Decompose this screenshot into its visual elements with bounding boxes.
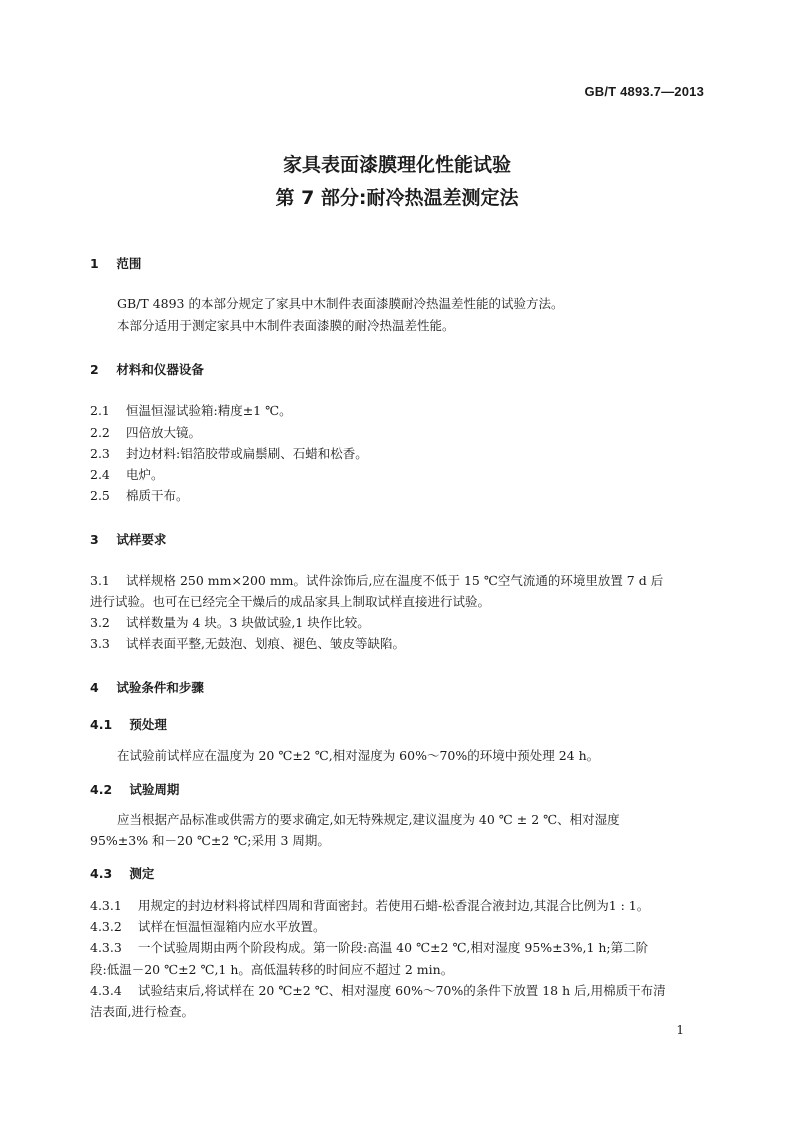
section-2-heading (90, 360, 204, 378)
list-item (90, 981, 704, 999)
list-item (90, 571, 704, 589)
item-number: 4.3.3 (90, 940, 122, 955)
item-number: 2.3 (90, 446, 110, 461)
paragraph: 本部分适用于测定家具中木制件表面漆膜的耐冷热温差性能。 (117, 318, 455, 333)
item-text: 试样数量为 4 块。3 块做试验,1 块作比较。 (126, 615, 370, 630)
paragraph: GB/T 4893 的本部分规定了家具中木制件表面漆膜耐冷热温差性能的试验方法。 (117, 296, 564, 311)
list-item (90, 634, 704, 652)
item-text: 恒温恒湿试验箱:精度±1 ℃。 (126, 403, 292, 418)
item-text: 用规定的封边材料将试样四周和背面密封。若使用石蜡-松香混合液封边,其混合比例为1 : 1。 (138, 898, 650, 913)
section-number: 4 (90, 680, 99, 695)
list-item (90, 465, 704, 483)
item-text: 一个试验周期由两个阶段构成。第一阶段:高温 40 ℃±2 ℃,相对湿度 95%±3%,1 h;第二阶 (138, 940, 649, 955)
list-item (90, 613, 704, 631)
item-number: 4.3.4 (90, 983, 122, 998)
item-number: 2.4 (90, 467, 110, 482)
list-item (90, 444, 704, 462)
list-item (90, 896, 704, 914)
standard-code: GB/T 4893.7—2013 (584, 84, 704, 99)
paragraph-continuation: 95%±3% 和－20 ℃±2 ℃;采用 3 周期。 (90, 833, 330, 848)
document-title: 家具表面漆膜理化性能试验 (282, 154, 511, 176)
item-text: 试样在恒温恒湿箱内应水平放置。 (138, 919, 326, 934)
subsection-title: 试验周期 (129, 782, 180, 797)
item-text: 棉质干布。 (126, 488, 189, 503)
subsection-4-2-heading (90, 780, 179, 798)
item-text: 电炉。 (126, 467, 164, 482)
item-text: 试样规格 250 mm×200 mm。试件涂饰后,应在温度不低于 15 ℃空气流通的环境里放置 7 d 后 (126, 573, 664, 588)
item-number: 4.3.2 (90, 919, 122, 934)
item-number: 2.5 (90, 488, 110, 503)
list-item (90, 401, 704, 419)
paragraph: 在试验前试样应在温度为 20 ℃±2 ℃,相对湿度为 60%～70%的环境中预处理 24 h。 (117, 748, 600, 763)
item-number: 2.2 (90, 425, 110, 440)
subsection-title: 测定 (129, 866, 155, 881)
section-title: 材料和仪器设备 (116, 362, 204, 377)
item-number: 3.2 (90, 615, 110, 630)
section-number: 2 (90, 362, 99, 377)
subsection-4-3-heading (90, 864, 154, 882)
subsection-title: 预处理 (129, 717, 167, 732)
page-number: 1 (676, 1023, 684, 1037)
section-title: 试验条件和步骤 (116, 680, 204, 695)
item-number: 3.3 (90, 636, 110, 651)
section-number: 3 (90, 532, 99, 547)
item-text: 封边材料:铝箔胶带或扁鬃刷、石蜡和松香。 (126, 446, 368, 461)
item-text: 四倍放大镜。 (126, 425, 202, 440)
item-number: 2.1 (90, 403, 110, 418)
list-item (90, 917, 704, 935)
section-title: 试样要求 (116, 532, 167, 547)
document-subtitle: 第 7 部分:耐冷热温差测定法 (275, 187, 519, 209)
paragraph: 应当根据产品标准或供需方的要求确定,如无特殊规定,建议温度为 40 ℃ ± 2 ℃、相对湿度 (117, 812, 620, 827)
section-4-heading (90, 678, 204, 696)
section-3-heading (90, 530, 166, 548)
paragraph-continuation: 进行试验。也可在已经完全干燥后的成品家具上制取试样直接进行试验。 (90, 594, 491, 609)
list-item (90, 486, 704, 504)
item-number: 3.1 (90, 573, 110, 588)
subsection-number: 4.1 (90, 717, 113, 732)
subsection-number: 4.3 (90, 866, 113, 881)
item-text: 试验结束后,将试样在 20 ℃±2 ℃、相对湿度 60%～70%的条件下放置 18 h 后,用棉质干布清 (138, 983, 666, 998)
subsection-4-1-heading (90, 715, 167, 733)
item-text: 试样表面平整,无鼓泡、划痕、褪色、皱皮等缺陷。 (126, 636, 405, 651)
section-title: 范围 (116, 256, 142, 271)
list-item (90, 938, 704, 956)
subsection-number: 4.2 (90, 782, 113, 797)
paragraph-continuation: 段:低温－20 ℃±2 ℃,1 h。高低温转移的时间应不超过 2 min。 (90, 962, 454, 977)
list-item (90, 423, 704, 441)
section-number: 1 (90, 256, 99, 271)
section-1-heading (90, 254, 141, 272)
paragraph-continuation: 洁表面,进行检查。 (90, 1004, 194, 1019)
item-number: 4.3.1 (90, 898, 122, 913)
